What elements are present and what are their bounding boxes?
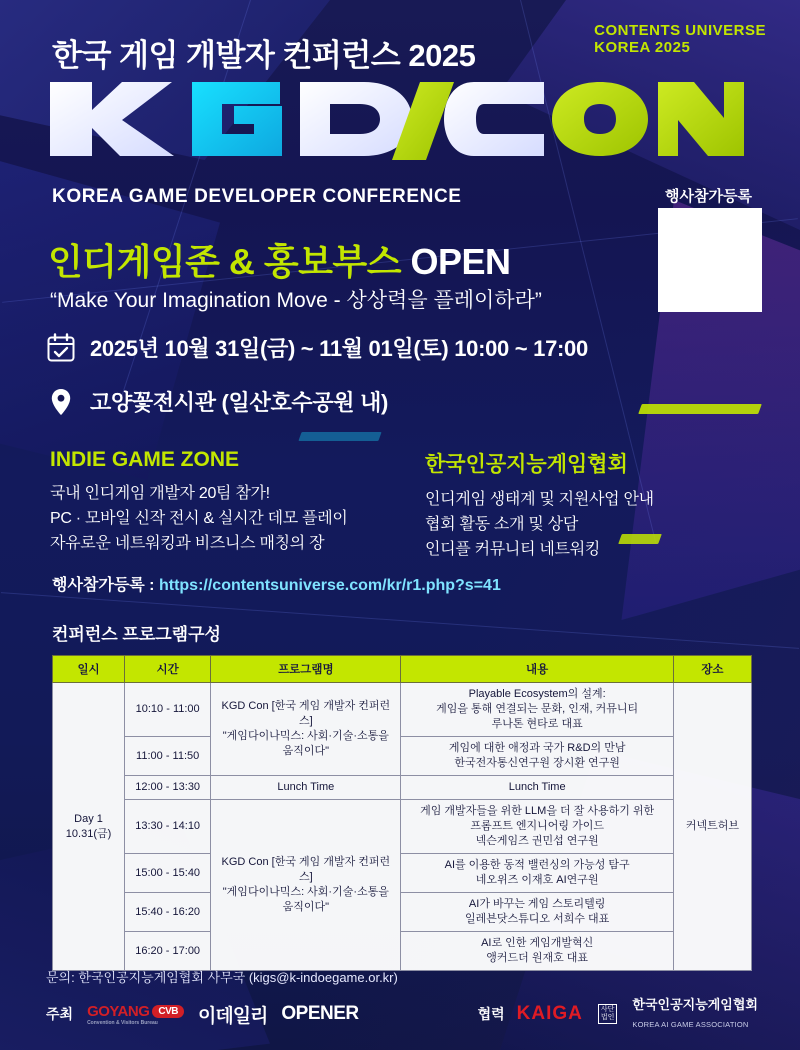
- registration-label: 행사참가등록 :: [52, 577, 159, 594]
- table-cell: KGD Con [한국 게임 개발자 컨퍼런스] "게임다이나믹스: 사회·기술·소통을 움직이다": [211, 800, 401, 971]
- logo-subtitle: KOREA GAME DEVELOPER CONFERENCE: [52, 186, 462, 207]
- table-cell: AI로 인한 게임개발혁신 앵커드더 원재호 대표: [401, 932, 673, 971]
- table-cell: 13:30 - 14:10: [125, 800, 211, 854]
- sadan-badge: 사단 법인: [598, 1004, 618, 1024]
- table-row: [53, 932, 752, 971]
- table-cell: 15:40 - 16:20: [125, 893, 211, 932]
- goyang-text: GOYANG: [87, 1002, 150, 1020]
- table-cell: 11:00 - 11:50: [125, 737, 211, 776]
- list-item: 인디게임 생태계 및 지원사업 안내: [425, 491, 654, 508]
- kaiga-name-kr: 한국인공지능게임협회: [632, 997, 758, 1012]
- event-place-text: 고양꽃전시관 (일산호수공원 내): [90, 390, 389, 415]
- table-cell: Day 1 10.31(금): [53, 683, 125, 971]
- table-cell: Lunch Time: [211, 776, 401, 800]
- contact-line: 문의: 한국인공지능게임협회 사무국 (kigs@k-indoegame.or.kr): [46, 970, 398, 985]
- host-logos: [46, 1001, 359, 1028]
- col-header-date: 일시: [53, 656, 125, 683]
- qr-code-image: [663, 213, 757, 307]
- list-item: 협회 활동 소개 및 상담: [425, 516, 578, 533]
- kaiga-name-en: KOREA AI GAME ASSOCIATION: [632, 1020, 749, 1029]
- calendar-icon: [46, 333, 76, 363]
- table-cell: AI를 이용한 동적 밸런싱의 가능성 탐구 네오위즈 이재호 AI연구원: [401, 854, 673, 893]
- partner-label: 협력: [477, 1006, 505, 1022]
- badge-line-1: CONTENTS UNIVERSE: [594, 22, 766, 39]
- association-title: 한국인공지능게임협회: [425, 453, 628, 476]
- list-item: PC · 모바일 신작 전시 & 실시간 데모 플레이: [50, 510, 348, 527]
- host-label: 주최: [46, 1006, 74, 1022]
- program-table-wrap: [52, 655, 752, 971]
- kaiga-logo: KAIGA: [516, 1003, 583, 1024]
- goyang-cvb-logo: [87, 1003, 184, 1026]
- association-block: [425, 448, 725, 562]
- headline: [48, 234, 511, 285]
- indie-game-zone-block: [50, 448, 390, 556]
- program-heading: 컨퍼런스 프로그램구성: [52, 625, 221, 644]
- indie-zone-title: INDIE GAME ZONE: [50, 448, 240, 471]
- table-cell: 16:20 - 17:00: [125, 932, 211, 971]
- partner-logos: [478, 996, 758, 1032]
- table-cell: 12:00 - 13:30: [125, 776, 211, 800]
- table-cell: Lunch Time: [401, 776, 673, 800]
- contents-universe-badge: [594, 22, 766, 56]
- opener-logo: OPENER: [281, 1003, 359, 1024]
- col-header-time: 시간: [125, 656, 211, 683]
- event-place-row: [46, 386, 388, 417]
- table-row: [53, 776, 752, 800]
- table-row: [53, 854, 752, 893]
- kaiga-name-block: [632, 996, 758, 1032]
- list-item: 자유로운 네트워킹과 비즈니스 매칭의 장: [50, 535, 325, 552]
- table-row: [53, 737, 752, 776]
- event-date-text: 2025년 10월 31일(금) ~ 11월 01일(토) 10:00 ~ 17:00: [90, 336, 588, 361]
- association-list: [425, 487, 725, 562]
- event-date-row: [46, 332, 588, 363]
- col-header-content: 내용: [401, 656, 673, 683]
- table-cell: 커넥트허브: [673, 683, 751, 971]
- kgdcon-logo: [44, 78, 744, 160]
- footer: [0, 992, 800, 1036]
- goyang-sub: Convention & Visitors Bureau: [87, 1019, 158, 1026]
- qr-code[interactable]: [658, 208, 762, 312]
- list-item: 인디플 커뮤니티 네트워킹: [425, 541, 601, 558]
- table-row: [53, 800, 752, 854]
- location-pin-icon: [46, 387, 76, 417]
- table-cell: Playable Ecosystem의 설계: 게임을 통해 연결되는 문화, 인재, 커뮤니티 루나톤 현타로 대표: [401, 683, 673, 737]
- table-cell: 15:00 - 15:40: [125, 854, 211, 893]
- headline-secondary: OPEN: [410, 241, 511, 282]
- table-cell: 10:10 - 11:00: [125, 683, 211, 737]
- table-row: [53, 683, 752, 737]
- headline-primary: 인디게임존 & 홍보부스: [48, 241, 411, 282]
- registration-line: [52, 572, 501, 595]
- indie-zone-list: [50, 481, 390, 556]
- program-table: [52, 655, 752, 971]
- cvb-pill: CVB: [152, 1005, 184, 1018]
- table-cell: 게임 개발자들을 위한 LLM을 더 잘 사용하기 위한 프롬프트 엔지니어링 가이드 넥슨게임즈 권민섭 연구원: [401, 800, 673, 854]
- table-header-row: [53, 656, 752, 683]
- registration-url[interactable]: https://contentsuniverse.com/kr/r1.php?s=41: [158, 577, 501, 594]
- edaily-logo: 이데일리: [197, 1005, 268, 1027]
- col-header-program: 프로그램명: [211, 656, 401, 683]
- page-title: 한국 게임 개발자 컨퍼런스 2025: [52, 38, 476, 73]
- col-header-place: 장소: [673, 656, 751, 683]
- list-item: 국내 인디게임 개발자 20팀 참가!: [50, 485, 270, 502]
- table-cell: AI가 바꾸는 게임 스토리텔링 일레븐닷스튜디오 서희수 대표: [401, 893, 673, 932]
- qr-label: 행사참가등록: [665, 188, 752, 205]
- table-cell: KGD Con [한국 게임 개발자 컨퍼런스] "게임다이나믹스: 사회·기술·소통을 움직이다": [211, 683, 401, 776]
- badge-line-2: KOREA 2025: [594, 39, 691, 56]
- table-row: [53, 893, 752, 932]
- table-cell: 게임에 대한 애정과 국가 R&D의 만남 한국전자통신연구원 장시환 연구원: [401, 737, 673, 776]
- tagline: “Make Your Imagination Move - 상상력을 플레이하라”: [50, 289, 542, 312]
